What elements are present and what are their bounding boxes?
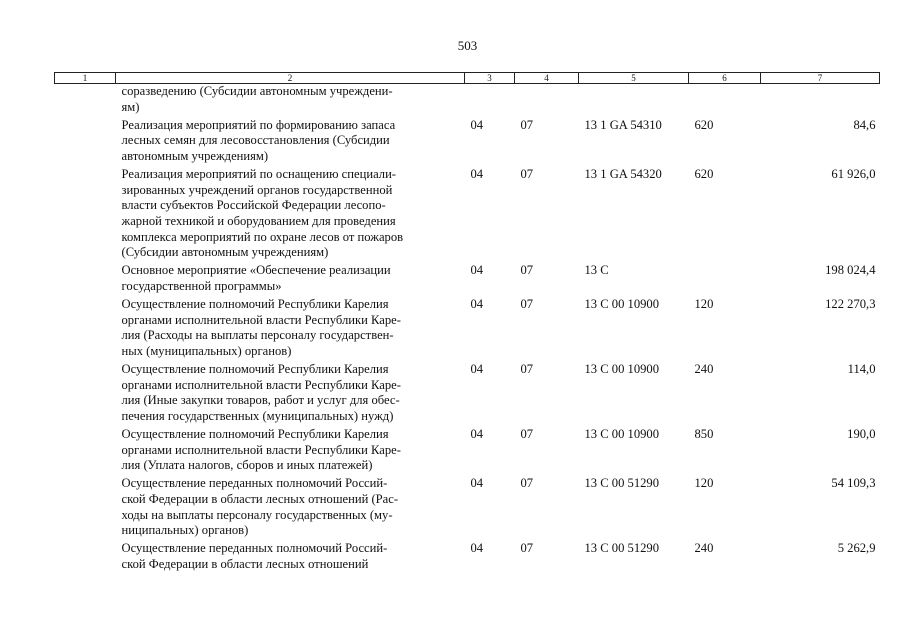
row-amount: 5 262,9 (837, 541, 876, 556)
row-spacer-cell (55, 84, 116, 118)
header-col-6: 6 (689, 73, 761, 84)
row-amount (761, 84, 880, 118)
header-col-2: 2 (116, 73, 465, 84)
row-spacer-cell (55, 541, 116, 575)
row-amount: 122 270,3 (825, 297, 876, 312)
table-row (55, 263, 880, 297)
row-target-article: 13 1 GA 54320 (584, 167, 662, 182)
row-section-code: 04 (470, 427, 484, 442)
row-expense-type: 120 (694, 297, 714, 312)
row-section-code: 04 (470, 541, 484, 556)
row-section-code: 04 (470, 476, 484, 491)
row-spacer-cell (55, 297, 116, 362)
row-description: соразведению (Субсидии автономным учреждени- ям) (121, 84, 393, 114)
table-row (55, 297, 880, 362)
row-expense-type: 240 (694, 541, 714, 556)
row-description: Реализация мероприятий по оснащению специали- зированных учреждений органов государственной власти субъектов Российской Федерации лесопо- жарной техникой и оборудованием для проведения комплекса мероприятий по охране лесов от пожаров (Субсидии автономным учреждениям) (121, 167, 404, 260)
table-row (55, 118, 880, 167)
row-section-code: 04 (470, 117, 484, 132)
header-col-5: 5 (579, 73, 689, 84)
row-amount: 61 926,0 (831, 167, 876, 182)
row-description: Осуществление полномочий Республики Карелия органами исполнительной власти Республики Каре- лия (Расходы на выплаты персоналу государствен- ных (муниципальных) органов) (121, 297, 401, 358)
header-col-1: 1 (55, 73, 116, 84)
row-spacer-cell (55, 476, 116, 541)
row-subsection-code: 07 (520, 167, 534, 182)
table-row (55, 362, 880, 427)
row-spacer-cell (55, 263, 116, 297)
row-spacer-cell (55, 118, 116, 167)
table-row (55, 541, 880, 575)
row-section-code (465, 84, 515, 118)
header-row (55, 73, 880, 84)
row-target-article: 13 С 00 10900 (584, 362, 660, 377)
row-subsection-code (515, 84, 579, 118)
table-row (55, 427, 880, 476)
row-expense-type (689, 84, 761, 118)
row-subsection-code: 07 (520, 476, 534, 491)
row-target-article: 13 С 00 10900 (584, 427, 660, 442)
row-amount: 198 024,4 (825, 263, 876, 278)
row-amount: 190,0 (847, 427, 876, 442)
table-header (55, 73, 880, 84)
row-subsection-code: 07 (520, 541, 534, 556)
header-col-3: 3 (465, 73, 515, 84)
row-subsection-code: 07 (520, 263, 534, 278)
row-subsection-code: 07 (520, 362, 534, 377)
row-expense-type: 120 (694, 476, 714, 491)
row-amount: 114,0 (847, 362, 876, 377)
row-expense-type: 850 (694, 427, 714, 442)
table-row (55, 84, 880, 118)
row-target-article: 13 С 00 10900 (584, 297, 660, 312)
row-expense-type (689, 263, 761, 297)
header-col-7: 7 (761, 73, 880, 84)
row-subsection-code: 07 (520, 117, 534, 132)
row-target-article: 13 С 00 51290 (584, 476, 660, 491)
row-spacer-cell (55, 167, 116, 263)
row-description: Осуществление переданных полномочий Россий- ской Федерации в области лесных отношений (121, 541, 388, 571)
page-number: 503 (457, 38, 478, 53)
row-expense-type: 620 (694, 167, 714, 182)
row-section-code: 04 (470, 263, 484, 278)
row-description: Осуществление полномочий Республики Карелия органами исполнительной власти Республики Каре- лия (Уплата налогов, сборов и иных платежей) (121, 427, 401, 473)
table-body (55, 84, 880, 576)
row-target-article: 13 С 00 51290 (584, 541, 660, 556)
row-target-article: 13 С (584, 263, 609, 278)
row-subsection-code: 07 (520, 427, 534, 442)
row-section-code: 04 (470, 362, 484, 377)
row-amount: 54 109,3 (831, 476, 876, 491)
row-spacer-cell (55, 427, 116, 476)
table-row (55, 167, 880, 263)
row-amount: 84,6 (853, 117, 876, 132)
row-description: Осуществление полномочий Республики Карелия органами исполнительной власти Республики Каре- лия (Иные закупки товаров, работ и услуг для обес- печения государственных (муниципальных) нужд) (121, 362, 401, 423)
row-description: Реализация мероприятий по формированию запаса лесных семян для лесовосстановления (Субсидии автономным учреждениям) (121, 117, 396, 163)
row-target-article: 13 1 GA 54310 (584, 117, 662, 132)
row-target-article (579, 84, 689, 118)
row-expense-type: 620 (694, 117, 714, 132)
table-row (55, 476, 880, 541)
row-subsection-code: 07 (520, 297, 534, 312)
row-section-code: 04 (470, 297, 484, 312)
row-spacer-cell (55, 362, 116, 427)
header-col-4: 4 (515, 73, 579, 84)
row-description: Основное мероприятие «Обеспечение реализации государственной программы» (121, 263, 391, 293)
budget-table (54, 72, 880, 575)
row-section-code: 04 (470, 167, 484, 182)
row-expense-type: 240 (694, 362, 714, 377)
row-description: Осуществление переданных полномочий Россий- ской Федерации в области лесных отношений (Рас- ходы на выплаты персоналу государственных (му- ниципальных) органов) (121, 476, 399, 538)
